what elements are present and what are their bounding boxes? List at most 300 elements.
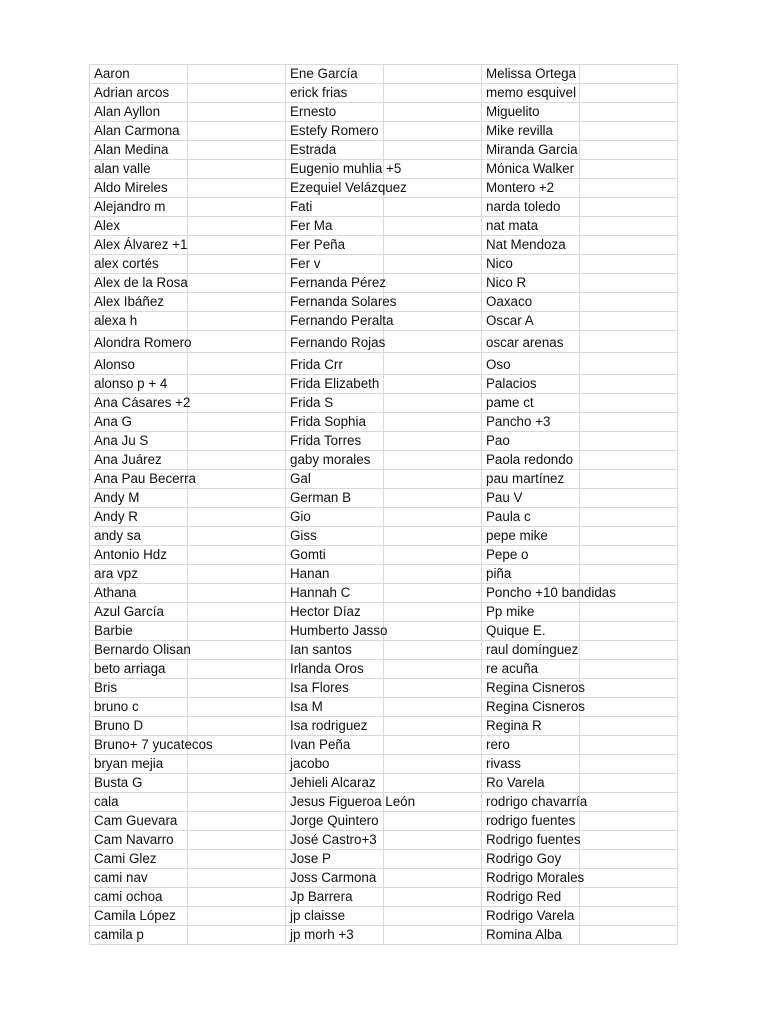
name-cell: Eugenio muhlia +5 — [286, 160, 384, 179]
empty-cell — [580, 331, 678, 353]
empty-cell — [384, 432, 482, 451]
table-row — [90, 470, 678, 489]
name-cell: Bris — [90, 679, 188, 698]
empty-cell — [580, 717, 678, 736]
name-cell: re acuña — [482, 660, 580, 679]
empty-cell — [580, 451, 678, 470]
empty-cell — [384, 717, 482, 736]
name-cell: Ana G — [90, 413, 188, 432]
empty-cell — [580, 641, 678, 660]
empty-cell — [580, 565, 678, 584]
name-cell: Rodrigo Varela — [482, 907, 580, 926]
name-cell: Alex Álvarez +1 — [90, 236, 188, 255]
name-cell: Gal — [286, 470, 384, 489]
empty-cell — [384, 736, 482, 755]
empty-cell — [580, 274, 678, 293]
name-cell: Bernardo Olisan — [90, 641, 188, 660]
name-cell: Hector Díaz — [286, 603, 384, 622]
empty-cell — [384, 812, 482, 831]
name-cell: Ivan Peña — [286, 736, 384, 755]
table-row — [90, 141, 678, 160]
name-cell: Melissa Ortega — [482, 65, 580, 84]
empty-cell — [580, 793, 678, 812]
table-row — [90, 394, 678, 413]
name-cell: narda toledo — [482, 198, 580, 217]
empty-cell — [188, 353, 286, 375]
table-row — [90, 84, 678, 103]
empty-cell — [188, 122, 286, 141]
empty-cell — [580, 812, 678, 831]
empty-cell — [384, 331, 482, 353]
name-cell: Adrian arcos — [90, 84, 188, 103]
name-cell: Isa Flores — [286, 679, 384, 698]
empty-cell — [580, 255, 678, 274]
name-cell: Gio — [286, 508, 384, 527]
name-cell: Antonio Hdz — [90, 546, 188, 565]
table-row — [90, 198, 678, 217]
empty-cell — [188, 65, 286, 84]
empty-cell — [580, 508, 678, 527]
empty-cell — [384, 141, 482, 160]
table-row — [90, 546, 678, 565]
empty-cell — [580, 122, 678, 141]
name-cell: Nico — [482, 255, 580, 274]
name-cell: andy sa — [90, 527, 188, 546]
table-row — [90, 622, 678, 641]
name-cell: Fernanda Pérez — [286, 274, 384, 293]
name-cell: rodrigo fuentes — [482, 812, 580, 831]
empty-cell — [188, 565, 286, 584]
name-cell: Isa M — [286, 698, 384, 717]
empty-cell — [384, 584, 482, 603]
name-cell: Oscar A — [482, 312, 580, 331]
empty-cell — [384, 527, 482, 546]
empty-cell — [580, 622, 678, 641]
name-cell: Quique E. — [482, 622, 580, 641]
empty-cell — [580, 888, 678, 907]
name-cell: beto arriaga — [90, 660, 188, 679]
name-cell: Isa rodriguez — [286, 717, 384, 736]
name-cell: Frida Elizabeth — [286, 375, 384, 394]
name-cell: Ian santos — [286, 641, 384, 660]
empty-cell — [188, 198, 286, 217]
empty-cell — [188, 717, 286, 736]
name-cell: Montero +2 — [482, 179, 580, 198]
name-cell: rodrigo chavarría — [482, 793, 580, 812]
empty-cell — [384, 65, 482, 84]
empty-cell — [384, 198, 482, 217]
empty-cell — [384, 394, 482, 413]
name-cell: cami nav — [90, 869, 188, 888]
table-row — [90, 375, 678, 394]
table-row — [90, 413, 678, 432]
name-cell: jacobo — [286, 755, 384, 774]
empty-cell — [580, 375, 678, 394]
name-cell: Fernando Rojas — [286, 331, 384, 353]
empty-cell — [188, 293, 286, 312]
empty-cell — [384, 546, 482, 565]
name-cell: Jesus Figueroa León — [286, 793, 384, 812]
name-cell: Fati — [286, 198, 384, 217]
name-cell: erick frias — [286, 84, 384, 103]
name-cell: Alex — [90, 217, 188, 236]
name-cell: Andy M — [90, 489, 188, 508]
name-cell: Alan Carmona — [90, 122, 188, 141]
empty-cell — [188, 255, 286, 274]
name-cell: Pp mike — [482, 603, 580, 622]
name-cell: Cami Glez — [90, 850, 188, 869]
name-cell: alan valle — [90, 160, 188, 179]
name-cell: Jehieli Alcaraz — [286, 774, 384, 793]
name-cell: Paula c — [482, 508, 580, 527]
name-cell: Irlanda Oros — [286, 660, 384, 679]
table-row — [90, 831, 678, 850]
empty-cell — [580, 413, 678, 432]
empty-cell — [580, 198, 678, 217]
name-cell: Andy R — [90, 508, 188, 527]
table-row — [90, 293, 678, 312]
name-cell: Regina R — [482, 717, 580, 736]
table-row — [90, 179, 678, 198]
empty-cell — [188, 508, 286, 527]
guest-list-table — [89, 64, 678, 945]
table-row — [90, 565, 678, 584]
empty-cell — [384, 255, 482, 274]
name-cell: Hanan — [286, 565, 384, 584]
empty-cell — [384, 470, 482, 489]
name-cell: pepe mike — [482, 527, 580, 546]
empty-cell — [580, 394, 678, 413]
name-cell: Paola redondo — [482, 451, 580, 470]
table-row — [90, 755, 678, 774]
name-cell: Athana — [90, 584, 188, 603]
name-cell: Aldo Mireles — [90, 179, 188, 198]
name-cell: Joss Carmona — [286, 869, 384, 888]
empty-cell — [188, 926, 286, 945]
empty-cell — [384, 489, 482, 508]
name-cell: Rodrigo Red — [482, 888, 580, 907]
name-cell: gaby morales — [286, 451, 384, 470]
empty-cell — [188, 274, 286, 293]
empty-cell — [188, 850, 286, 869]
empty-cell — [580, 470, 678, 489]
name-cell: Ernesto — [286, 103, 384, 122]
name-cell: Ana Pau Becerra — [90, 470, 188, 489]
table-row — [90, 160, 678, 179]
empty-cell — [580, 546, 678, 565]
name-cell: jp claisse — [286, 907, 384, 926]
name-cell: Pancho +3 — [482, 413, 580, 432]
name-cell: camila p — [90, 926, 188, 945]
name-cell: pame ct — [482, 394, 580, 413]
name-cell: raul domínguez — [482, 641, 580, 660]
empty-cell — [384, 660, 482, 679]
table-row — [90, 907, 678, 926]
table-row — [90, 255, 678, 274]
name-cell: Poncho +10 bandidas — [482, 584, 580, 603]
name-cell: alonso p + 4 — [90, 375, 188, 394]
empty-cell — [384, 603, 482, 622]
empty-cell — [188, 812, 286, 831]
empty-cell — [188, 331, 286, 353]
empty-cell — [188, 413, 286, 432]
empty-cell — [384, 641, 482, 660]
name-cell: Mónica Walker — [482, 160, 580, 179]
empty-cell — [580, 774, 678, 793]
empty-cell — [580, 160, 678, 179]
name-cell: Azul García — [90, 603, 188, 622]
table-row — [90, 926, 678, 945]
empty-cell — [580, 432, 678, 451]
empty-cell — [188, 141, 286, 160]
empty-cell — [580, 84, 678, 103]
name-cell: memo esquivel — [482, 84, 580, 103]
name-cell: Rodrigo Morales — [482, 869, 580, 888]
name-cell: Fer v — [286, 255, 384, 274]
name-cell: cala — [90, 793, 188, 812]
table-row — [90, 527, 678, 546]
empty-cell — [384, 217, 482, 236]
empty-cell — [580, 850, 678, 869]
empty-cell — [188, 793, 286, 812]
empty-cell — [580, 489, 678, 508]
empty-cell — [188, 432, 286, 451]
empty-cell — [384, 293, 482, 312]
name-cell: Barbie — [90, 622, 188, 641]
empty-cell — [188, 84, 286, 103]
guest-list-body — [90, 65, 678, 945]
empty-cell — [384, 869, 482, 888]
name-cell: Estrada — [286, 141, 384, 160]
empty-cell — [188, 527, 286, 546]
name-cell: Regina Cisneros — [482, 698, 580, 717]
name-cell: Nat Mendoza — [482, 236, 580, 255]
empty-cell — [384, 84, 482, 103]
name-cell: Ana Ju S — [90, 432, 188, 451]
table-row — [90, 122, 678, 141]
empty-cell — [384, 236, 482, 255]
empty-cell — [580, 831, 678, 850]
empty-cell — [188, 103, 286, 122]
name-cell: Fernando Peralta — [286, 312, 384, 331]
empty-cell — [384, 679, 482, 698]
name-cell: Ana Juárez — [90, 451, 188, 470]
empty-cell — [580, 312, 678, 331]
empty-cell — [580, 103, 678, 122]
name-cell: Fer Peña — [286, 236, 384, 255]
name-cell: rero — [482, 736, 580, 755]
name-cell: Ene García — [286, 65, 384, 84]
empty-cell — [580, 527, 678, 546]
name-cell: oscar arenas — [482, 331, 580, 353]
empty-cell — [580, 293, 678, 312]
name-cell: Alan Medina — [90, 141, 188, 160]
empty-cell — [188, 869, 286, 888]
empty-cell — [580, 736, 678, 755]
table-row — [90, 331, 678, 353]
empty-cell — [580, 755, 678, 774]
table-row — [90, 793, 678, 812]
name-cell: Aaron — [90, 65, 188, 84]
empty-cell — [188, 679, 286, 698]
empty-cell — [580, 65, 678, 84]
table-row — [90, 717, 678, 736]
name-cell: Bruno D — [90, 717, 188, 736]
table-row — [90, 65, 678, 84]
name-cell: Cam Guevara — [90, 812, 188, 831]
table-row — [90, 584, 678, 603]
name-cell: Miranda Garcia — [482, 141, 580, 160]
name-cell: Hannah C — [286, 584, 384, 603]
table-row — [90, 312, 678, 331]
name-cell: Ro Varela — [482, 774, 580, 793]
empty-cell — [580, 179, 678, 198]
empty-cell — [188, 888, 286, 907]
empty-cell — [580, 679, 678, 698]
table-row — [90, 603, 678, 622]
name-cell: Giss — [286, 527, 384, 546]
name-cell: jp morh +3 — [286, 926, 384, 945]
name-cell: Bruno+ 7 yucatecos — [90, 736, 188, 755]
empty-cell — [384, 622, 482, 641]
name-cell: Regina Cisneros — [482, 679, 580, 698]
name-cell: rivass — [482, 755, 580, 774]
empty-cell — [580, 869, 678, 888]
name-cell: Jp Barrera — [286, 888, 384, 907]
table-row — [90, 698, 678, 717]
name-cell: Estefy Romero — [286, 122, 384, 141]
name-cell: Cam Navarro — [90, 831, 188, 850]
name-cell: Fer Ma — [286, 217, 384, 236]
name-cell: Jorge Quintero — [286, 812, 384, 831]
empty-cell — [188, 622, 286, 641]
empty-cell — [580, 217, 678, 236]
name-cell: Ezequiel Velázquez — [286, 179, 384, 198]
name-cell: pau martínez — [482, 470, 580, 489]
table-row — [90, 660, 678, 679]
name-cell: Pao — [482, 432, 580, 451]
name-cell: Alonso — [90, 353, 188, 375]
empty-cell — [384, 508, 482, 527]
name-cell: Camila López — [90, 907, 188, 926]
empty-cell — [188, 546, 286, 565]
empty-cell — [188, 907, 286, 926]
empty-cell — [188, 831, 286, 850]
empty-cell — [580, 141, 678, 160]
empty-cell — [580, 353, 678, 375]
table-row — [90, 274, 678, 293]
name-cell: piña — [482, 565, 580, 584]
table-row — [90, 869, 678, 888]
empty-cell — [384, 774, 482, 793]
name-cell: Frida Torres — [286, 432, 384, 451]
table-row — [90, 850, 678, 869]
table-row — [90, 432, 678, 451]
table-row — [90, 888, 678, 907]
table-row — [90, 736, 678, 755]
empty-cell — [384, 274, 482, 293]
name-cell: Alan Ayllon — [90, 103, 188, 122]
empty-cell — [188, 470, 286, 489]
empty-cell — [384, 451, 482, 470]
name-cell: Alondra Romero — [90, 331, 188, 353]
name-cell: bruno c — [90, 698, 188, 717]
empty-cell — [188, 217, 286, 236]
empty-cell — [188, 236, 286, 255]
empty-cell — [188, 603, 286, 622]
name-cell: Gomti — [286, 546, 384, 565]
name-cell: Pau V — [482, 489, 580, 508]
table-row — [90, 353, 678, 375]
table-row — [90, 451, 678, 470]
empty-cell — [384, 122, 482, 141]
table-row — [90, 236, 678, 255]
table-row — [90, 641, 678, 660]
empty-cell — [580, 603, 678, 622]
name-cell: Alejandro m — [90, 198, 188, 217]
empty-cell — [188, 179, 286, 198]
name-cell: alexa h — [90, 312, 188, 331]
table-row — [90, 812, 678, 831]
name-cell: German B — [286, 489, 384, 508]
name-cell: ara vpz — [90, 565, 188, 584]
name-cell: Nico R — [482, 274, 580, 293]
table-row — [90, 679, 678, 698]
empty-cell — [188, 698, 286, 717]
table-row — [90, 489, 678, 508]
empty-cell — [384, 413, 482, 432]
empty-cell — [384, 850, 482, 869]
table-row — [90, 508, 678, 527]
name-cell: Pepe o — [482, 546, 580, 565]
table-row — [90, 774, 678, 793]
name-cell: Frida Sophia — [286, 413, 384, 432]
empty-cell — [384, 103, 482, 122]
name-cell: Fernanda Solares — [286, 293, 384, 312]
empty-cell — [188, 660, 286, 679]
empty-cell — [580, 236, 678, 255]
name-cell: Oso — [482, 353, 580, 375]
empty-cell — [384, 353, 482, 375]
empty-cell — [384, 312, 482, 331]
name-cell: cami ochoa — [90, 888, 188, 907]
empty-cell — [384, 375, 482, 394]
empty-cell — [188, 755, 286, 774]
empty-cell — [188, 375, 286, 394]
name-cell: Busta G — [90, 774, 188, 793]
name-cell: Ana Cásares +2 — [90, 394, 188, 413]
empty-cell — [188, 160, 286, 179]
name-cell: José Castro+3 — [286, 831, 384, 850]
empty-cell — [384, 565, 482, 584]
name-cell: Humberto Jasso — [286, 622, 384, 641]
name-cell: nat mata — [482, 217, 580, 236]
empty-cell — [188, 489, 286, 508]
name-cell: Oaxaco — [482, 293, 580, 312]
table-row — [90, 217, 678, 236]
empty-cell — [580, 907, 678, 926]
empty-cell — [580, 698, 678, 717]
name-cell: Miguelito — [482, 103, 580, 122]
empty-cell — [384, 698, 482, 717]
name-cell: Mike revilla — [482, 122, 580, 141]
name-cell: Alex Ibáñez — [90, 293, 188, 312]
name-cell: Rodrigo Goy — [482, 850, 580, 869]
name-cell: bryan mejia — [90, 755, 188, 774]
empty-cell — [384, 907, 482, 926]
table-row — [90, 103, 678, 122]
empty-cell — [384, 755, 482, 774]
